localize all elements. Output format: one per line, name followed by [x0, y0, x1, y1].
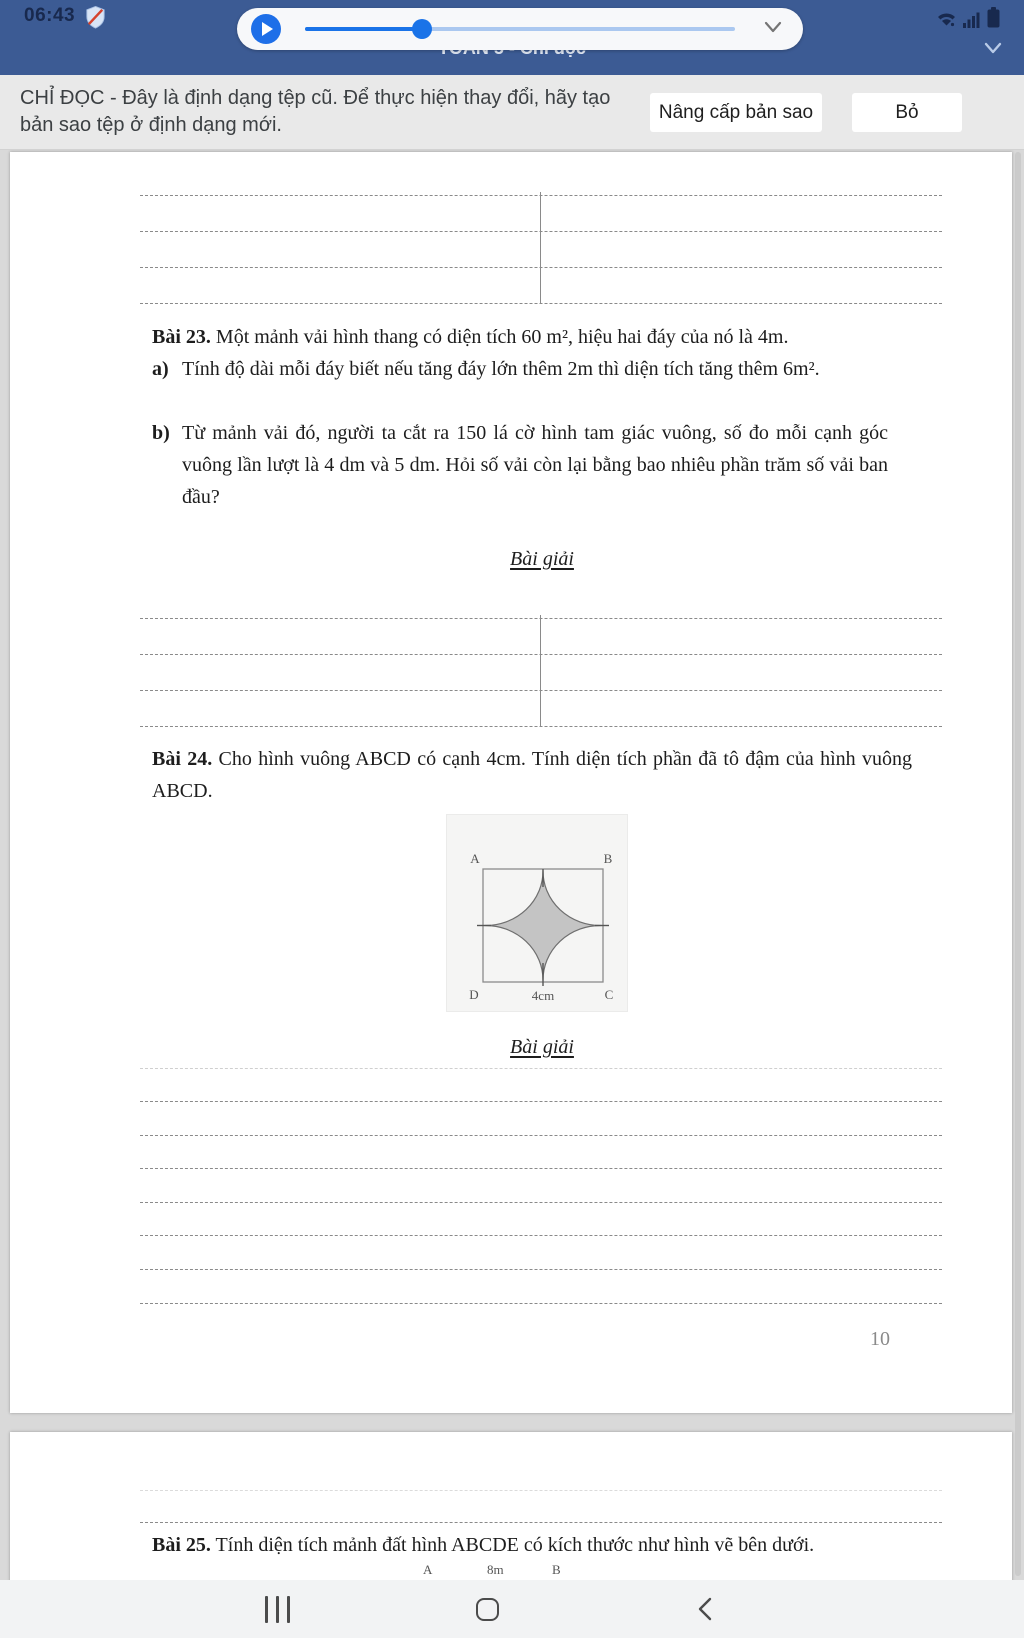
- answer-line: [140, 1522, 942, 1523]
- figure25-label-a: A: [423, 1562, 433, 1577]
- audio-player-pill: [237, 8, 803, 50]
- answer-line: [140, 231, 942, 232]
- problem-23-item-b: [152, 418, 888, 513]
- column-divider-line: [540, 615, 541, 726]
- cell-signal-icon: [963, 11, 980, 33]
- upgrade-copy-button[interactable]: Nâng cấp bản sao: [650, 93, 822, 132]
- security-disabled-shield-icon: [84, 5, 107, 34]
- scrollbar[interactable]: [1015, 152, 1021, 1576]
- play-button[interactable]: [251, 14, 281, 44]
- answer-line: [140, 1490, 942, 1491]
- chevron-down-icon[interactable]: [763, 20, 783, 39]
- answer-line: [140, 726, 942, 727]
- item-b-text: Từ mảnh vải đó, người ta cắt ra 150 lá cờ hình tam giác vuông, số đo mỗi cạnh góc vuông lần lượt là 4 dm và 5 dm. Hỏi số vải còn lại bằng bao nhiêu phần trăm số vải ban đầu?: [182, 422, 888, 508]
- problem-25: [152, 1530, 912, 1562]
- problem-23-item-a: [152, 354, 888, 386]
- back-icon: [696, 1596, 714, 1622]
- progress-slider[interactable]: [305, 27, 735, 31]
- problem-23: [152, 322, 912, 354]
- problem-25-text: Tính diện tích mảnh đất hình ABCDE có kích thước như hình vẽ bên dưới.: [215, 1534, 815, 1556]
- dismiss-button[interactable]: Bỏ: [852, 93, 962, 132]
- item-b-label: b): [152, 422, 170, 444]
- figure-square-abcd: [446, 814, 628, 1012]
- answer-line: [140, 195, 942, 196]
- document-scroll-area[interactable]: [0, 150, 1024, 1580]
- wifi-icon: [937, 11, 956, 33]
- document-page-2: [10, 1432, 1012, 1580]
- status-icons: [937, 7, 1000, 33]
- answer-line: [140, 690, 942, 691]
- answer-line: [140, 1168, 942, 1169]
- answer-line: [140, 1068, 942, 1069]
- problem-25-label: Bài 25.: [152, 1534, 211, 1556]
- banner-message: CHỈ ĐỌC - Đây là định dạng tệp cũ. Để thực hiện thay đổi, hãy tạo bản sao tệp ở định dạng mới.: [20, 87, 611, 136]
- document-page-1: [10, 152, 1012, 1413]
- back-button[interactable]: [665, 1580, 745, 1638]
- answer-line: [140, 1101, 942, 1102]
- answer-line: [140, 1303, 942, 1304]
- progress-fill: [305, 27, 422, 31]
- top-bar: [0, 0, 1024, 75]
- column-divider-line: [540, 192, 541, 303]
- home-button[interactable]: [447, 1580, 527, 1638]
- battery-icon: [987, 7, 1000, 33]
- clock: 06:43: [24, 5, 76, 26]
- play-icon: [262, 22, 273, 36]
- solution-heading: Bài giải: [510, 1036, 574, 1058]
- answer-line: [140, 654, 942, 655]
- read-only-banner: [0, 75, 1024, 150]
- home-icon: [476, 1598, 499, 1621]
- problem-23-text: Một mảnh vải hình thang có diện tích 60 m², hiệu hai đáy của nó là 4m.: [215, 326, 789, 348]
- answer-line: [140, 1202, 942, 1203]
- corner-label-c: C: [604, 987, 614, 1002]
- answer-line: [140, 303, 942, 304]
- corner-label-d: D: [469, 987, 479, 1002]
- side-length-label: 4cm: [531, 988, 555, 1003]
- page-number: 10: [870, 1328, 890, 1350]
- answer-line: [140, 1269, 942, 1270]
- answer-line: [140, 618, 942, 619]
- slider-thumb[interactable]: [412, 19, 432, 39]
- answer-line: [140, 1135, 942, 1136]
- solution-heading: Bài giải: [510, 548, 574, 570]
- figure25-label-b: B: [552, 1562, 561, 1577]
- answer-line: [140, 1235, 942, 1236]
- android-navigation-bar: [0, 1580, 1024, 1638]
- problem-24-text: Cho hình vuông ABCD có cạnh 4cm. Tính diện tích phần đã tô đậm của hình vuông ABCD.: [152, 748, 912, 802]
- item-a-text: Tính độ dài mỗi đáy biết nếu tăng đáy lớn thêm 2m thì diện tích tăng thêm 6m².: [182, 358, 820, 380]
- corner-label-a: A: [470, 851, 480, 866]
- problem-24-label: Bài 24.: [152, 748, 213, 770]
- recents-button[interactable]: [237, 1580, 317, 1638]
- problem-24: [152, 744, 912, 808]
- problem-23-label: Bài 23.: [152, 326, 211, 348]
- item-a-label: a): [152, 358, 169, 380]
- corner-label-b: B: [603, 851, 613, 866]
- answer-line: [140, 267, 942, 268]
- recents-icon: [265, 1596, 290, 1623]
- figure25-side-label: 8m: [487, 1562, 504, 1577]
